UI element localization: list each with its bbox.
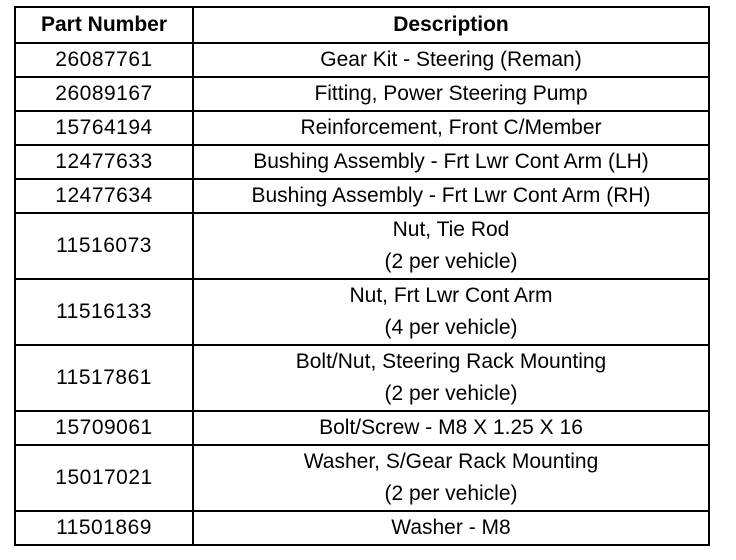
description-line: Nut, Frt Lwr Cont Arm <box>349 284 553 307</box>
part-number-cell: 15709061 <box>15 411 193 445</box>
description-cell <box>193 145 709 179</box>
part-number-cell: 11501869 <box>15 511 193 545</box>
description-cell <box>193 279 709 345</box>
table-row <box>15 111 709 145</box>
description-line: Bushing Assembly - Frt Lwr Cont Arm (RH) <box>251 184 651 207</box>
table-row <box>15 279 709 345</box>
part-number-cell: 15017021 <box>15 445 193 511</box>
description-line: Bolt/Screw - M8 X 1.25 X 16 <box>319 416 583 439</box>
description-line: Washer, S/Gear Rack Mounting <box>303 450 599 473</box>
description-line: Reinforcement, Front C/Member <box>300 116 602 139</box>
part-number-cell: 11516073 <box>15 213 193 279</box>
description-cell <box>193 345 709 411</box>
part-number-header: Part Number <box>15 7 193 43</box>
description-line: Bolt/Nut, Steering Rack Mounting <box>295 350 607 373</box>
table-header-row <box>15 7 709 43</box>
description-quantity-note: (2 per vehicle) <box>384 482 518 505</box>
table-row <box>15 411 709 445</box>
description-line: Nut, Tie Rod <box>392 218 510 241</box>
part-number-cell: 15764194 <box>15 111 193 145</box>
table-row <box>15 179 709 213</box>
part-number-cell: 12477633 <box>15 145 193 179</box>
description-quantity-note: (2 per vehicle) <box>384 250 518 273</box>
part-number-cell: 26089167 <box>15 77 193 111</box>
parts-table <box>14 6 710 546</box>
table-row <box>15 213 709 279</box>
description-line: Gear Kit - Steering (Reman) <box>320 48 582 71</box>
description-cell <box>193 179 709 213</box>
description-line: Fitting, Power Steering Pump <box>314 82 588 105</box>
description-header: Description <box>193 7 709 43</box>
table-row <box>15 77 709 111</box>
table-row <box>15 511 709 545</box>
description-line: Bushing Assembly - Frt Lwr Cont Arm (LH) <box>253 150 649 173</box>
table-row <box>15 145 709 179</box>
description-cell <box>193 77 709 111</box>
part-number-cell: 11517861 <box>15 345 193 411</box>
part-number-cell: 11516133 <box>15 279 193 345</box>
description-quantity-note: (4 per vehicle) <box>384 316 518 339</box>
description-line: Washer - M8 <box>391 516 511 539</box>
table-row <box>15 445 709 511</box>
description-quantity-note: (2 per vehicle) <box>384 382 518 405</box>
table-row <box>15 345 709 411</box>
description-cell <box>193 411 709 445</box>
description-cell <box>193 213 709 279</box>
description-cell <box>193 111 709 145</box>
description-cell <box>193 43 709 77</box>
part-number-cell: 26087761 <box>15 43 193 77</box>
description-cell <box>193 511 709 545</box>
part-number-cell: 12477634 <box>15 179 193 213</box>
description-cell <box>193 445 709 511</box>
table-row <box>15 43 709 77</box>
